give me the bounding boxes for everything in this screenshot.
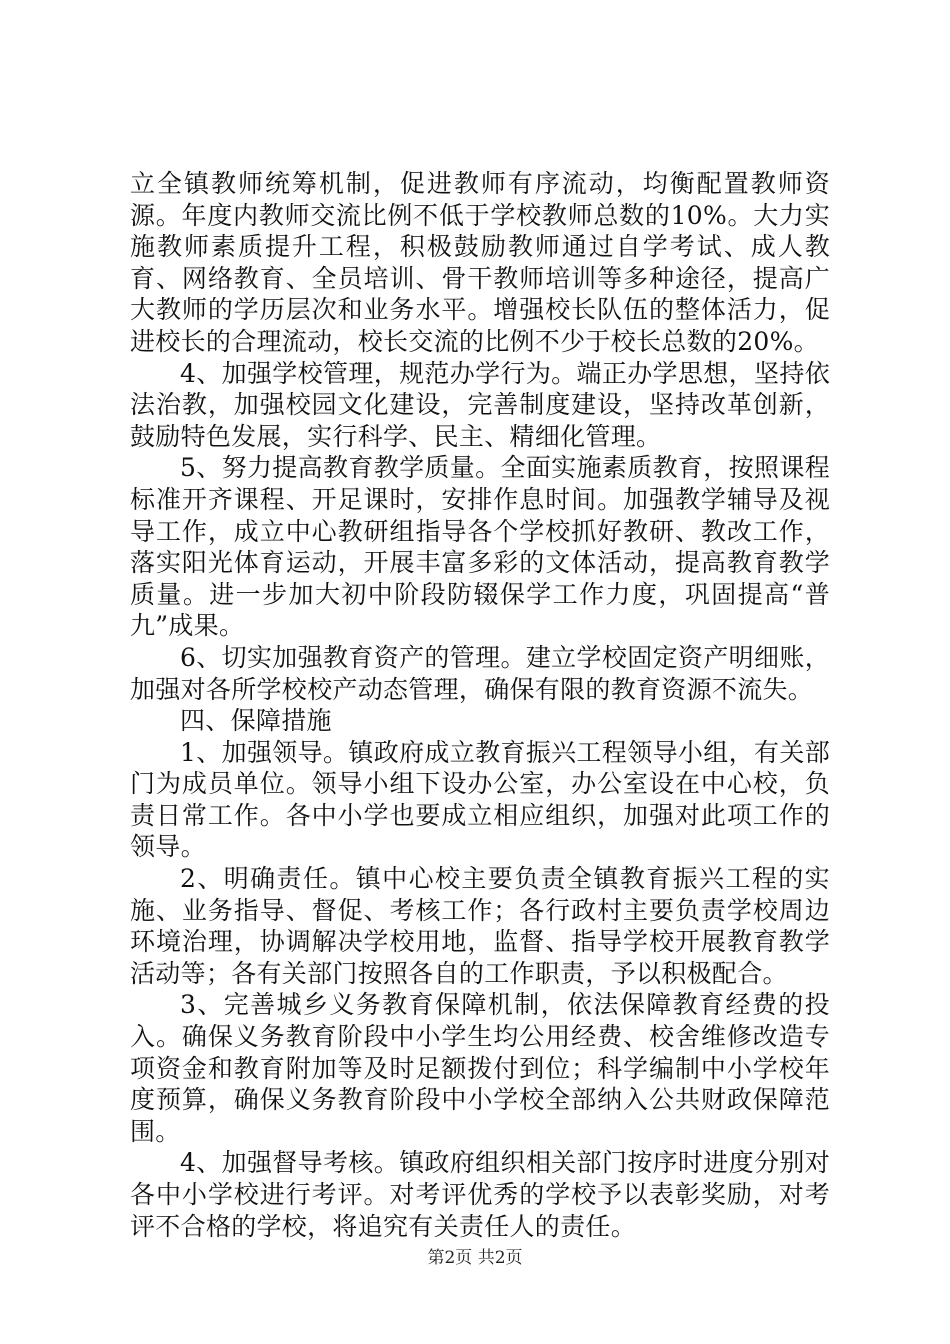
paragraph-6: 1、加强领导。镇政府成立教育振兴工程领导小组，有关部门为成员单位。领导小组下设办公室，办公室设在中心校，负责日常工作。各中小学也要成立相应组织，加强对此项工作的领导。 [130, 737, 830, 862]
page-number-footer: 第2页 共2页 [427, 1248, 523, 1268]
document-body [130, 168, 830, 1242]
section-heading: 四、保障措施 [180, 706, 332, 736]
paragraph-1: 立全镇教师统筹机制，促进教师有序流动，均衡配置教师资源。年度内教师交流比例不低于学校教师总数的10%。大力实施教师素质提升工程，积极鼓励教师通过自学考试、成人教育、网络教育、全员培训、骨干教师培训等多种途径，提高广大教师的学历层次和业务水平。增强校长队伍的整体活力，促进校长的合理流动，校长交流的比例不少于校长总数的20%。 [130, 169, 830, 356]
paragraph-2: 4、加强学校管理，规范办学行为。端正办学思想，坚持依法治教，加强校园文化建设，完善制度建设，坚持改革创新，鼓励特色发展，实行科学、民主、精细化管理。 [130, 358, 830, 451]
paragraph-7: 2、明确责任。镇中心校主要负责全镇教育振兴工程的实施、业务指导、督促、考核工作；各行政村主要负责学校周边环境治理，协调解决学校用地，监督、指导学校开展教育教学活动等；各有关部门按照各自的工作职责，予以积极配合。 [130, 864, 830, 988]
paragraph-3: 5、努力提高教育教学质量。全面实施素质教育，按照课程标准开齐课程、开足课时，安排作息时间。加强教学辅导及视导工作，成立中心教研组指导各个学校抓好教研、教改工作，落实阳光体育运动，开展丰富多彩的文体活动，提高教育教学质量。进一步加大初中阶段防辍保学工作力度，巩固提高“普九”成果。 [130, 453, 830, 641]
paragraph-4: 6、切实加强教育资产的管理。建立学校固定资产明细账，加强对各所学校校产动态管理，确保有限的教育资源不流失。 [130, 642, 830, 704]
paragraph-8: 3、完善城乡义务教育保障机制，依法保障教育经费的投入。确保义务教育阶段中小学生均公用经费、校舍维修改造专项资金和教育附加等及时足额拨付到位；科学编制中小学校年度预算，确保义务教育阶段中小学校全部纳入公共财政保障范围。 [130, 990, 830, 1146]
paragraph-9: 4、加强督导考核。镇政府组织相关部门按序时进度分别对各中小学校进行考评。对考评优秀的学校予以表彰奖励，对考评不合格的学校，将追究有关责任人的责任。 [130, 1148, 830, 1241]
